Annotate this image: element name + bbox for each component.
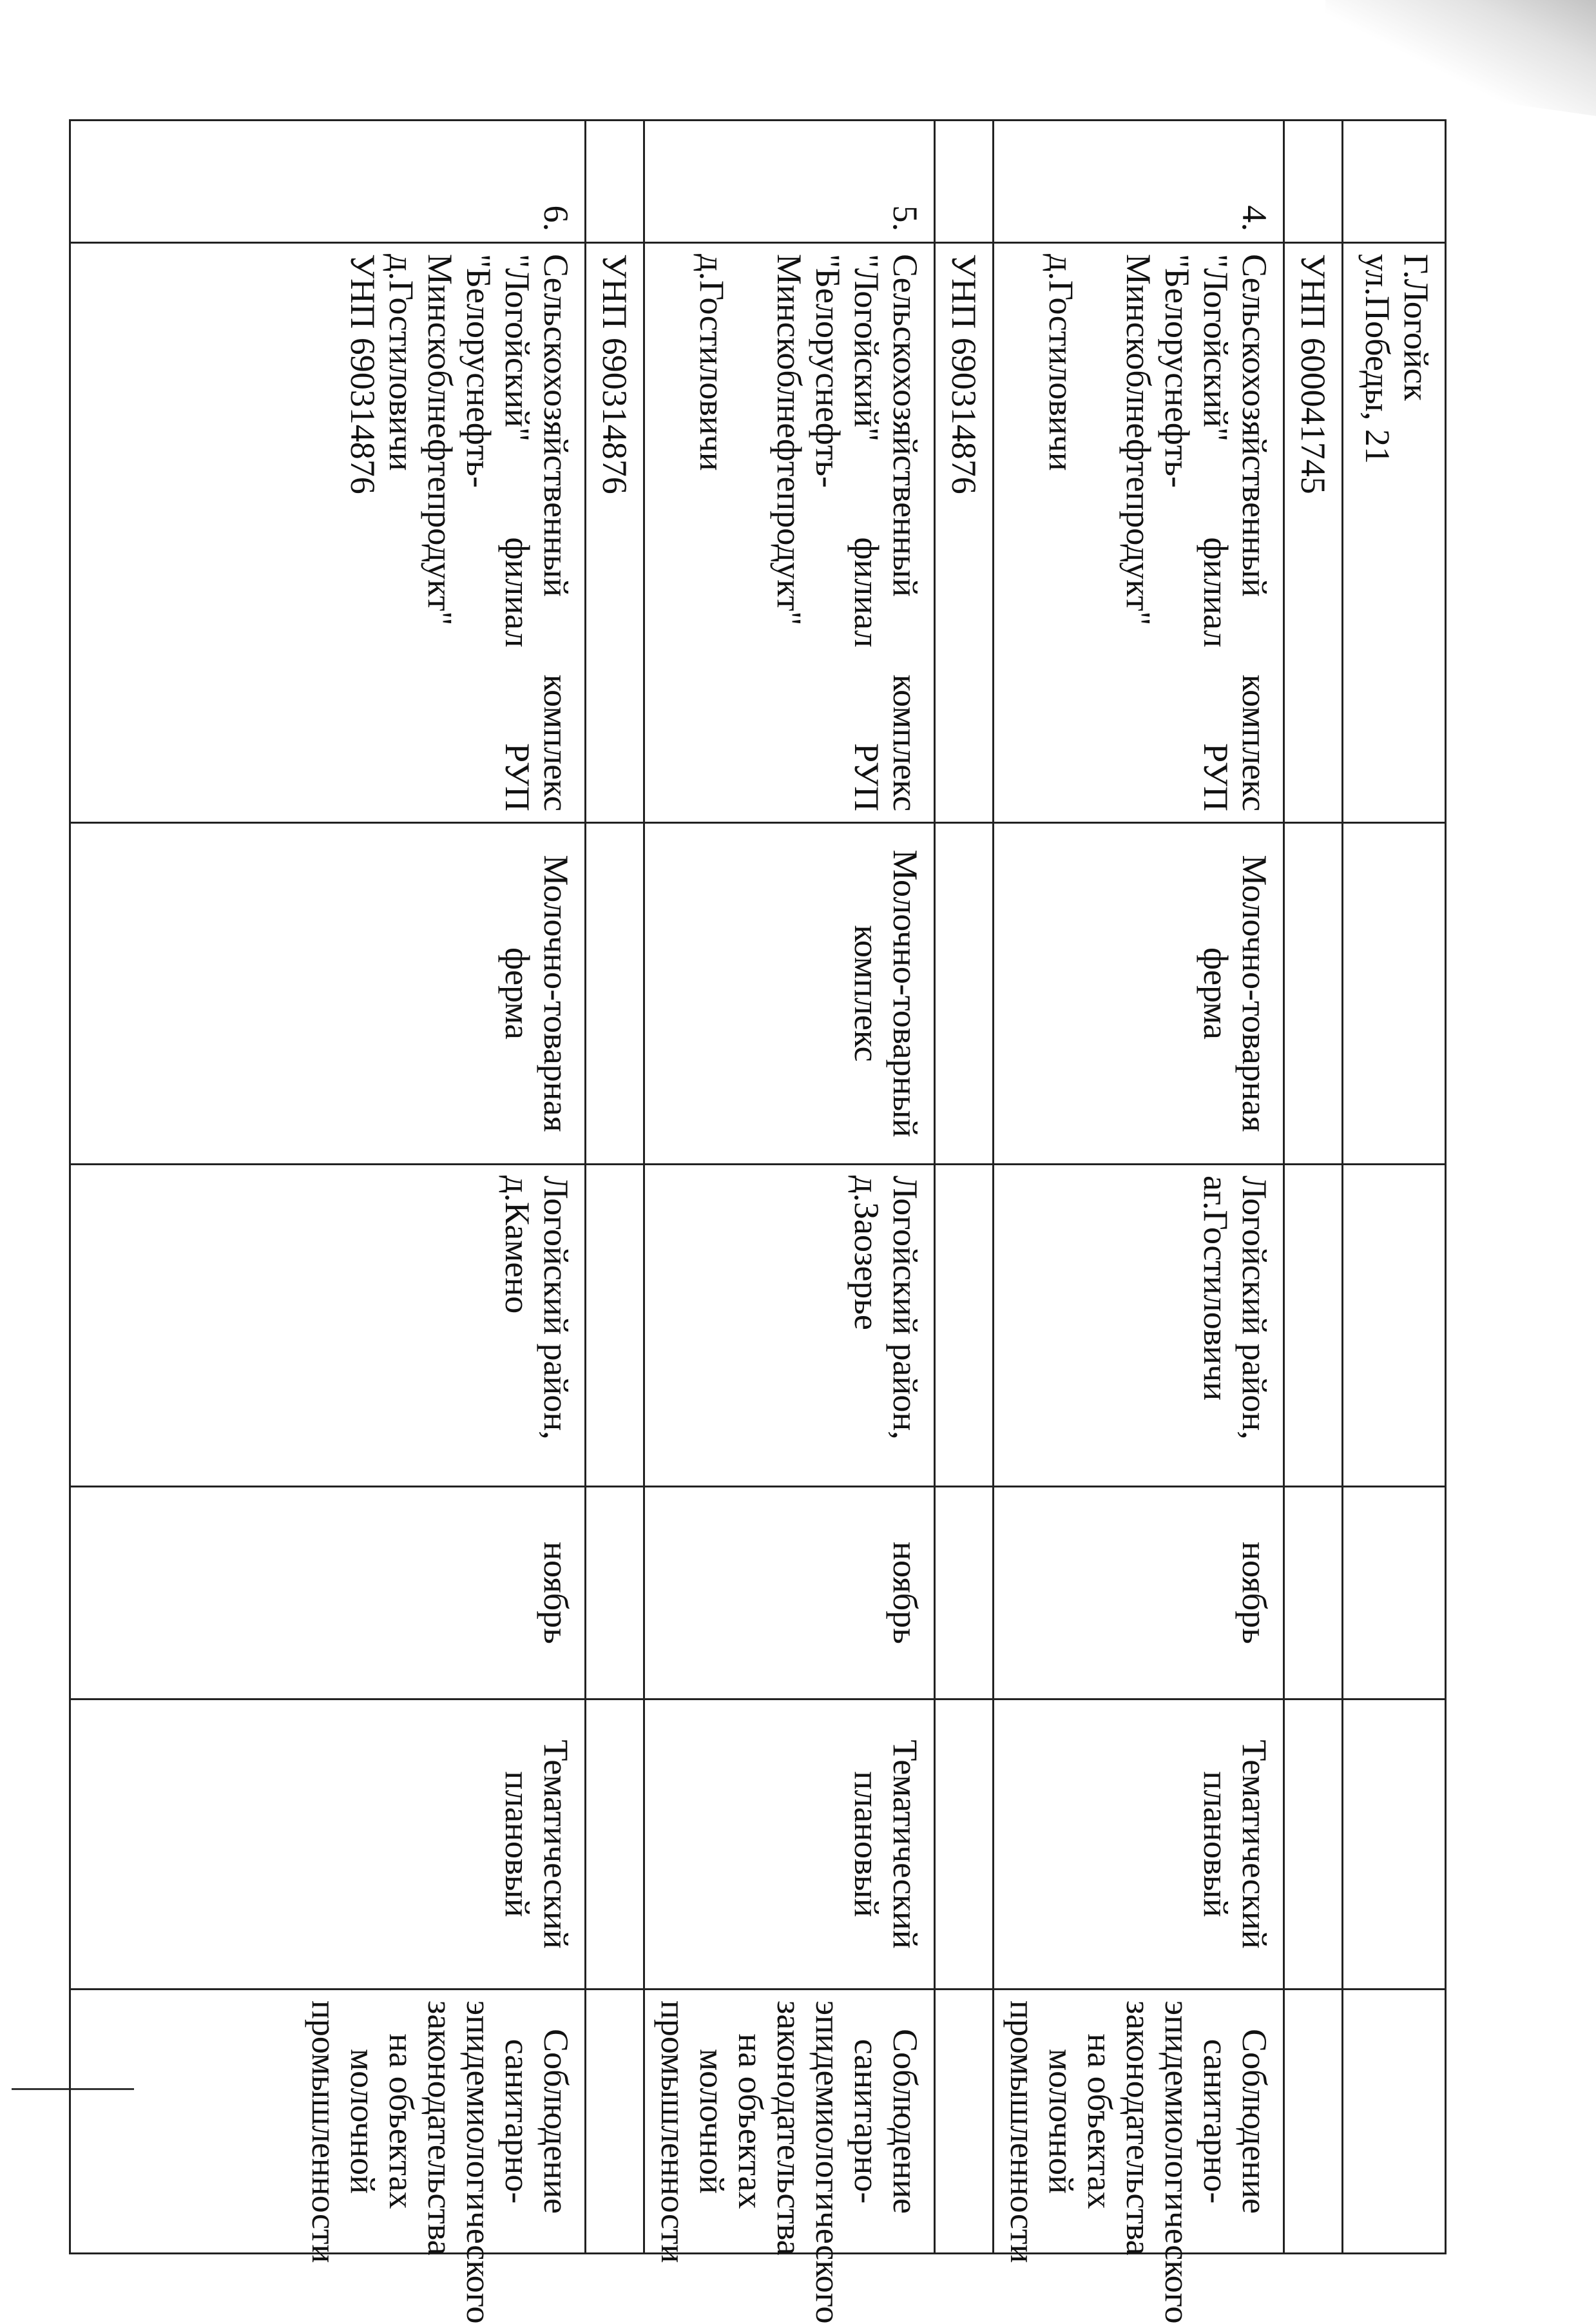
month-cell [1284,1487,1343,1699]
row-number: 4. [994,121,1284,243]
row-number [1284,121,1343,243]
unp-line: УНП 690314876 [595,254,634,494]
subject-cell: Соблюдение санитарно-эпидемиологического законодательства на объектах молочной промышленности [644,1990,935,2254]
check-type-cell: Тематический плановый [644,1699,935,1990]
table-row [994,121,1284,2254]
unp-line: УНП 600041745 [1294,254,1332,494]
object-cell: Молочно-товарная ферма [994,823,1284,1165]
entity-name-cell [1343,243,1446,823]
row-number: 5. [644,121,935,243]
location-cell: Логойский район, аг.Гостиловичи [994,1165,1284,1487]
location-cell: Логойский район, д.Камено [70,1165,586,1487]
month-cell [935,1487,994,1699]
entity-name-cell [644,243,935,823]
table-row [586,121,644,2254]
entity-line: Сельскохозяйственный комплекс "Логойский" филиал РУП "Белоруснефть-Минскоблнефтепродукт" [1119,254,1274,811]
table-row [1343,121,1446,2254]
page-corner-shadow [1325,0,1596,116]
month-cell [1343,1487,1446,1699]
object-cell: Молочно-товарный комплекс [644,823,935,1165]
row-number [586,121,644,243]
object-cell [935,823,994,1165]
subject-cell [935,1990,994,2254]
object-cell [586,823,644,1165]
check-type-cell [586,1699,644,1990]
subject-cell [586,1990,644,2254]
table-row [1284,121,1343,2254]
entity-name-cell [586,243,644,823]
month-cell: ноябрь [644,1487,935,1699]
entity-line: д.Гостиловичи [693,254,731,471]
month-cell: ноябрь [70,1487,586,1699]
location-cell [586,1165,644,1487]
subject-cell [1343,1990,1446,2254]
check-type-cell: Тематический плановый [70,1699,586,1990]
row-number [935,121,994,243]
entity-name-cell [70,243,586,823]
check-type-cell [1284,1699,1343,1990]
rotated-page [145,119,1447,2324]
check-type-cell: Тематический плановый [994,1699,1284,1990]
subject-cell [1284,1990,1343,2254]
object-cell: Молочно-товарная ферма [70,823,586,1165]
unp-line: УНП 690314876 [945,254,983,494]
object-cell [1343,823,1446,1165]
table-row [935,121,994,2254]
entity-line: д.Гостиловичи [382,254,421,471]
object-cell [1284,823,1343,1165]
entity-name-cell [994,243,1284,823]
entity-line: Сельскохозяйственный комплекс "Логойский" филиал РУП "Белоруснефть-Минскоблнефтепродукт" [421,254,575,811]
check-type-cell [1343,1699,1446,1990]
location-cell [935,1165,994,1487]
entity-line: Сельскохозяйственный комплекс "Логойский" филиал РУП "Белоруснефть-Минскоблнефтепродукт" [770,254,925,811]
inspection-plan-table [69,119,1447,2324]
unp-line: УНП 690314876 [343,254,382,494]
table-row [70,121,586,2254]
entity-name-cell [935,243,994,823]
location-cell: Логойский район, д.Заозерье [644,1165,935,1487]
entity-name-cell [1284,243,1343,823]
month-cell [586,1487,644,1699]
table-row [644,121,935,2254]
entity-line: д.Гостиловичи [1042,254,1081,471]
location-cell [1343,1165,1446,1487]
subject-cell: Соблюдение санитарно-эпидемиологического законодательства на объектах молочной промышленности [70,1990,586,2254]
location-cell [1284,1165,1343,1487]
row-number [1343,121,1446,243]
check-type-cell [935,1699,994,1990]
subject-cell: Соблюдение санитарно-эпидемиологического законодательства на объектах молочной промышленности [994,1990,1284,2254]
row-number: 6. [70,121,586,243]
entity-line: Г.Логойск [1397,254,1436,401]
entity-line: ул.Победы, 21 [1358,254,1397,464]
month-cell: ноябрь [994,1487,1284,1699]
